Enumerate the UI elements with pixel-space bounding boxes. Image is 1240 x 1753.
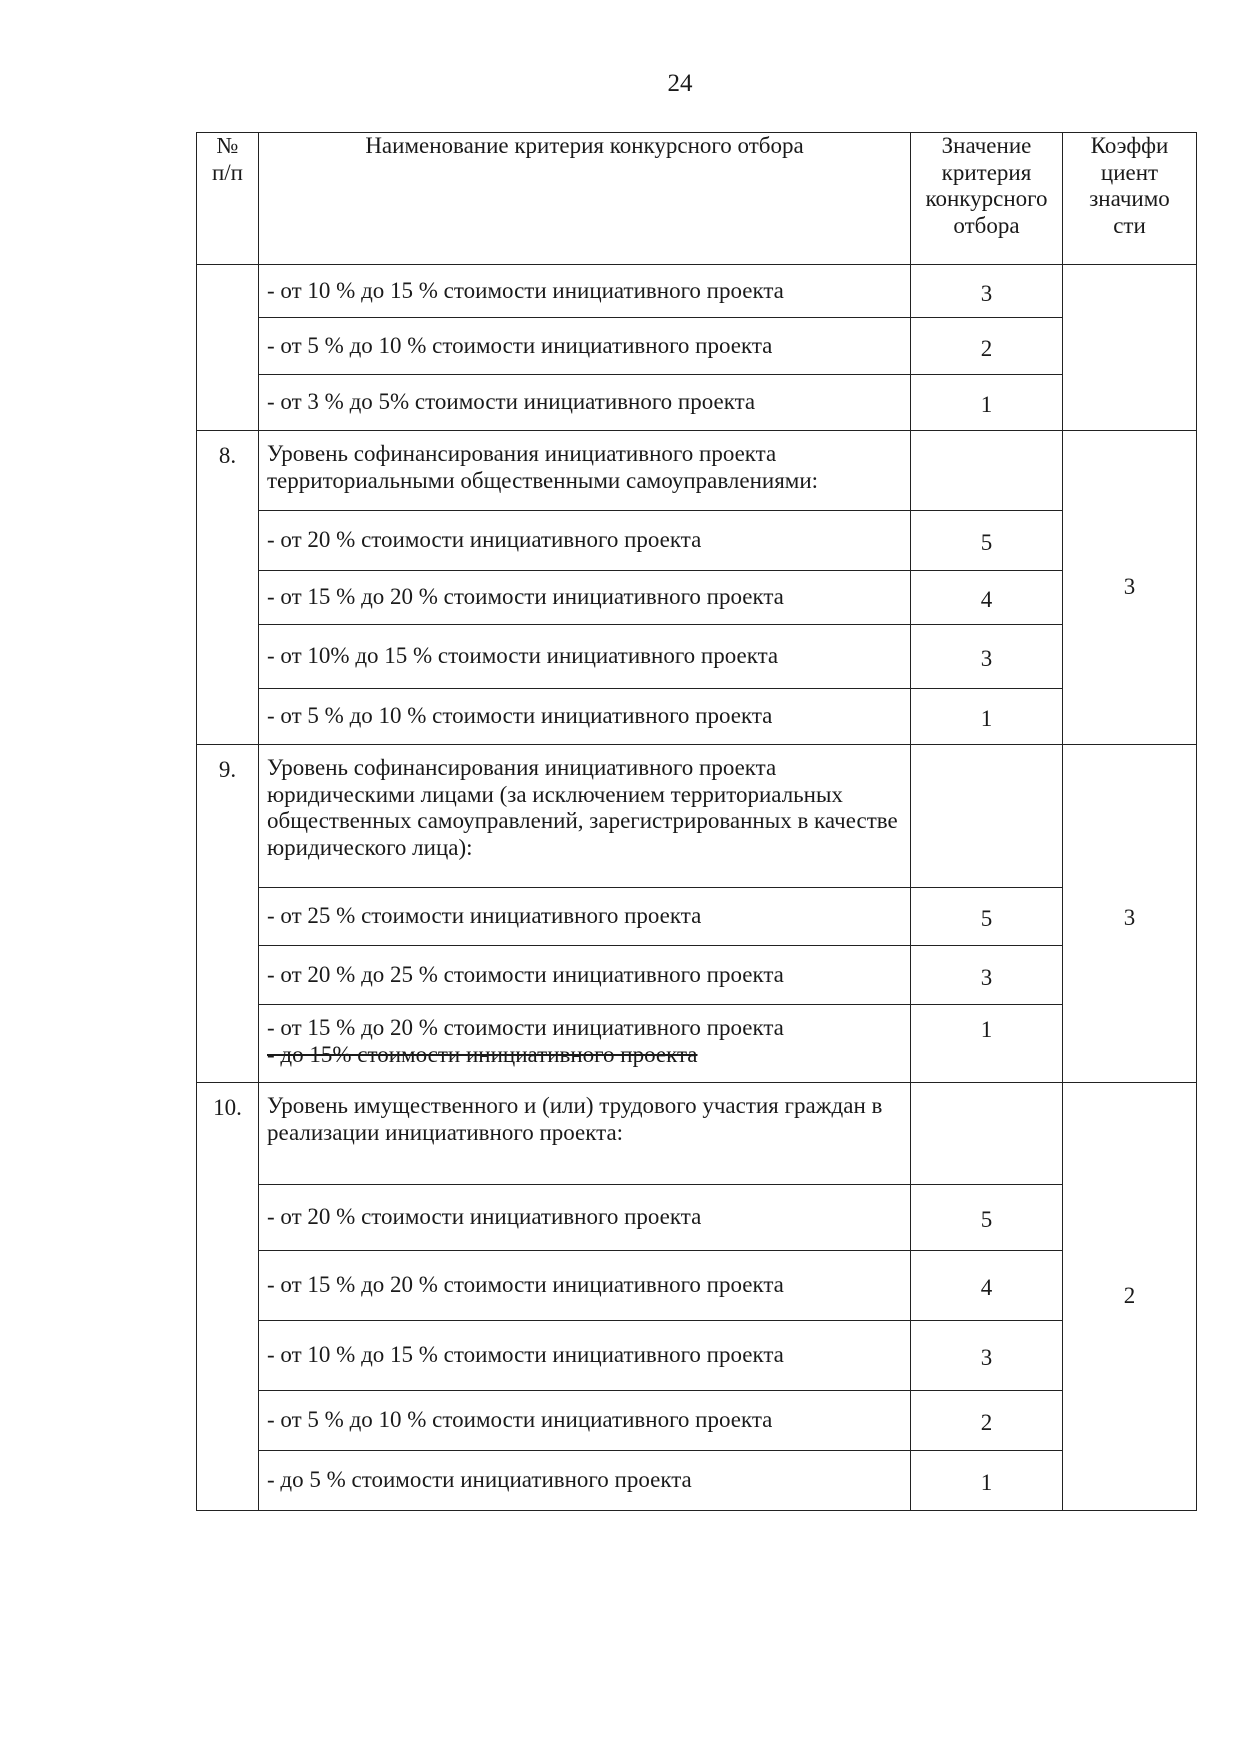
criterion-title: Уровень софинансирования инициативного проекта территориальными общественными самоуправлениями: xyxy=(259,431,911,511)
table-row xyxy=(197,318,1197,375)
criterion-option: - от 3 % до 5% стоимости инициативного проекта xyxy=(259,375,911,431)
table-row xyxy=(197,888,1197,946)
criterion-row xyxy=(197,745,1197,888)
table-row xyxy=(197,571,1197,625)
coef-empty xyxy=(1063,265,1197,431)
struck-option: - до 15% стоимости инициативного проекта xyxy=(267,1041,698,1067)
table-row xyxy=(197,946,1197,1005)
criterion-value: 4 xyxy=(911,571,1063,625)
criterion-value: 5 xyxy=(911,511,1063,571)
criterion-value-empty xyxy=(911,1083,1063,1185)
table-row xyxy=(197,1391,1197,1451)
criterion-option: - от 5 % до 10 % стоимости инициативного проекта xyxy=(259,1391,911,1451)
criterion-option: - от 20 % стоимости инициативного проекта xyxy=(259,511,911,571)
table-row xyxy=(197,1251,1197,1321)
criterion-option: - от 20 % до 25 % стоимости инициативного проекта xyxy=(259,946,911,1005)
criterion-coef: 3 xyxy=(1063,745,1197,1083)
criterion-option-cell xyxy=(259,1005,911,1083)
criterion-value: 4 xyxy=(911,1251,1063,1321)
criterion-option: - от 5 % до 10 % стоимости инициативного проекта xyxy=(259,689,911,745)
page-number: 24 xyxy=(667,70,693,97)
criterion-row xyxy=(197,431,1197,511)
criterion-title: Уровень имущественного и (или) трудового участия граждан в реализации инициативного проекта: xyxy=(259,1083,911,1185)
table-row xyxy=(197,1321,1197,1391)
criterion-option: - от 25 % стоимости инициативного проекта xyxy=(259,888,911,946)
criterion-title: Уровень софинансирования инициативного проекта юридическими лицами (за исключением территориальных общественных самоуправлений, зарегистрированных в качестве юридического лица): xyxy=(259,745,911,888)
criterion-value: 1 xyxy=(911,1451,1063,1511)
criterion-value: 1 xyxy=(911,375,1063,431)
criterion-option: - до 5 % стоимости инициативного проекта xyxy=(259,1451,911,1511)
header-num: № п/п xyxy=(197,133,259,265)
header-coef: Коэффи циент значимо сти xyxy=(1063,133,1197,265)
criteria-table xyxy=(196,132,1197,1511)
criterion-coef: 3 xyxy=(1063,431,1197,745)
criterion-value: 1 xyxy=(911,1005,1063,1083)
criterion-option: - от 10% до 15 % стоимости инициативного проекта xyxy=(259,625,911,689)
criterion-value: 5 xyxy=(911,888,1063,946)
criterion-number: 10. xyxy=(197,1083,259,1511)
criterion-value: 1 xyxy=(911,689,1063,745)
criterion-option: - от 15 % до 20 % стоимости инициативного проекта xyxy=(259,571,911,625)
table-row xyxy=(197,511,1197,571)
criterion-value: 2 xyxy=(911,318,1063,375)
criterion-value: 3 xyxy=(911,1321,1063,1391)
criterion-option: - от 15 % до 20 % стоимости инициативного проекта xyxy=(267,1015,784,1040)
criterion-option: - от 10 % до 15 % стоимости инициативного проекта xyxy=(259,265,911,318)
table-row xyxy=(197,1005,1197,1083)
criterion-value: 2 xyxy=(911,1391,1063,1451)
criterion-row xyxy=(197,1083,1197,1185)
criterion-value: 3 xyxy=(911,946,1063,1005)
header-name: Наименование критерия конкурсного отбора xyxy=(259,133,911,265)
table-row xyxy=(197,689,1197,745)
table-row xyxy=(197,265,1197,318)
criterion-value-empty xyxy=(911,431,1063,511)
criterion-option: - от 5 % до 10 % стоимости инициативного проекта xyxy=(259,318,911,375)
row-num-empty xyxy=(197,265,259,431)
table-row xyxy=(197,625,1197,689)
criterion-coef: 2 xyxy=(1063,1083,1197,1511)
criterion-value-empty xyxy=(911,745,1063,888)
table-row xyxy=(197,1451,1197,1511)
criterion-value: 3 xyxy=(911,265,1063,318)
criterion-number: 9. xyxy=(197,745,259,1083)
criterion-option: - от 10 % до 15 % стоимости инициативного проекта xyxy=(259,1321,911,1391)
criterion-number: 8. xyxy=(197,431,259,745)
table-row xyxy=(197,375,1197,431)
table-row xyxy=(197,1185,1197,1251)
criterion-value: 3 xyxy=(911,625,1063,689)
table-header-row xyxy=(197,133,1197,265)
header-value: Значение критерия конкурсного отбора xyxy=(911,133,1063,265)
criterion-option: - от 15 % до 20 % стоимости инициативного проекта xyxy=(259,1251,911,1321)
criterion-value: 5 xyxy=(911,1185,1063,1251)
criterion-option: - от 20 % стоимости инициативного проекта xyxy=(259,1185,911,1251)
